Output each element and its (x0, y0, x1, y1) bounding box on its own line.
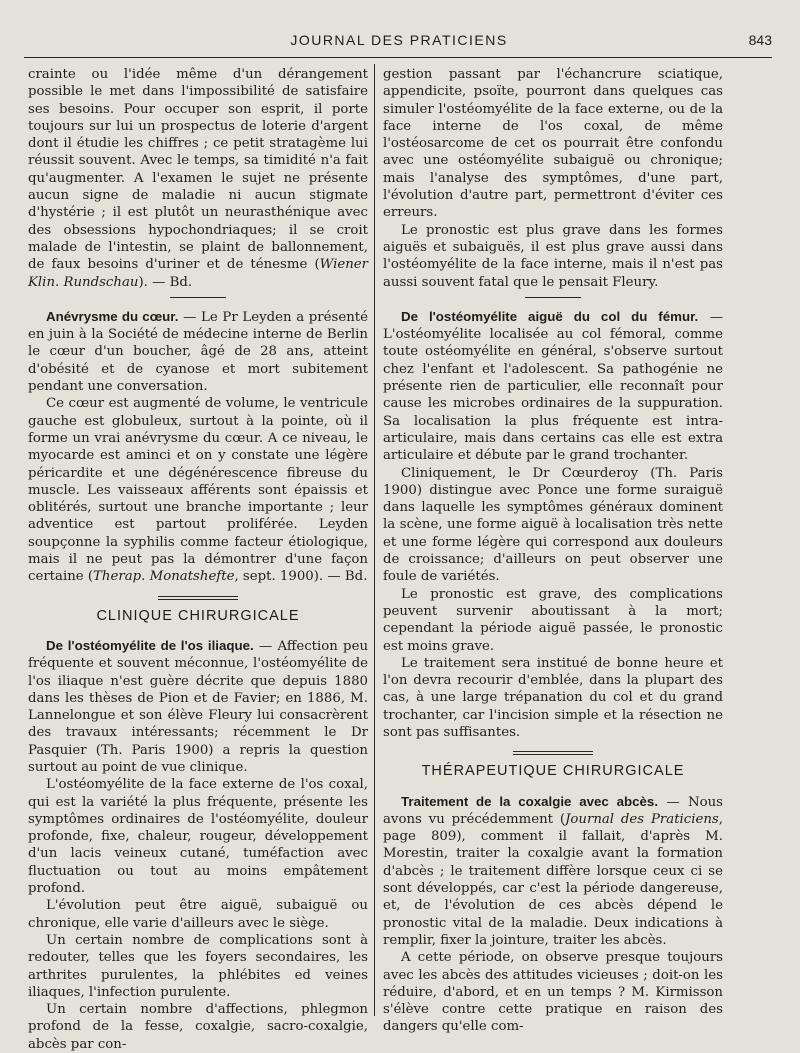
section-heading: THÉRAPEUTIQUE CHIRURGICALE (421, 763, 685, 780)
section-separator (513, 751, 593, 755)
header-rule (24, 57, 772, 58)
page-number: 843 (748, 32, 772, 48)
paragraph: Le pronostic est grave, des complications peuvent survenir aboutissant à la mort; cependant la période aiguë passée, le pronostic est moins grave. (383, 586, 723, 654)
column-divider (374, 64, 375, 1016)
article-title: Traitement de la coxalgie avec abcès. (401, 793, 659, 809)
left-column (28, 66, 368, 1053)
section-heading: CLINIQUE CHIRURGICALE (96, 607, 300, 624)
running-head (24, 32, 772, 50)
paragraph: Le pronostic est plus grave dans les formes aiguës et subaiguës, il est plus grave aussi dans l'ostéomyélite de la face interne, mais il n'est pas aussi souvent fatal que le pensait Fleury. (383, 222, 723, 290)
article-separator (525, 297, 581, 298)
paragraph: L'évolution peut être aiguë, subaiguë ou chronique, elle varie d'ailleurs avec le siège. (28, 898, 368, 931)
article-separator (170, 297, 226, 298)
paragraph: L'ostéomyélite de la face externe de l'os coxal, qui est la variété la plus fréquente, présente les symptômes ordinaires de l'ostéomyélite, douleur profonde, fixe, chaleur, rougeur, développement d'un lacis veineux cutané, tuméfaction avec fluctuation ou tout au moins empâtement profond. (28, 777, 368, 897)
article-coxalgia: Traitement de la coxalgie avec abcès. — Nous avons vu précédemment (Journal des Praticiens, page 809), comment il fallait, d'après M. Morestin, traiter la coxalgie avant la formation d'abcès ; le traitement diffère lorsque ceux ci se sont développés, car c'est la période dangereuse, et, de l'évolution de ces abcès dépend le pronostic vital de la maladie. Deux indications à remplir, fixer la jointure, traiter les abcès. (383, 793, 723, 948)
article-title: De l'ostéomyélite aiguë du col du fémur. (401, 308, 699, 324)
article-aneurysm: Anévrysme du cœur. — Le Pr Leyden a présenté en juin à la Société de médecine interne de Berlin le cœur d'un boucher, âgé de 28 ans, atteint d'obésité et de cyanose et mort subitement pendant une conversation. (28, 308, 368, 395)
article-iliac-osteomyelitis: De l'ostéomyélite de l'os iliaque. — Affection peu fréquente et souvent méconnue, l'ostéomyélite de l'os iliaque n'est guère décrite que depuis 1880 dans les thèses de Pion et de Favier; en 1886, M. Lannelongue et son élève Fleury lui consacrèrent des travaux intéressants; récemment le Dr Pasquier (Th. Paris 1900) a repris la question surtout au point de vue clinique. (28, 637, 369, 775)
journal-title: JOURNAL DES PRATICIENS (290, 32, 508, 48)
section-separator (158, 596, 238, 600)
citation: Journal des Praticiens (565, 811, 719, 827)
continued-paragraph: gestion passant par l'échancrure sciatique, appendicite, psoïte, pourront dans quelques cas simuler l'ostéomyélite de la face externe, ou de la face interne de l'os coxal, de même l'ostéosarcome de cet os pourrait être confondu avec une ostéomyélite subaiguë ou chronique; mais l'analyse des symptômes, d'une part, l'évolution d'autre part, permettront d'éviter ces erreurs. (383, 67, 723, 221)
paragraph: Cliniquement, le Dr Cœurderoy (Th. Paris 1900) distingue avec Ponce une forme suraiguë dans laquelle les symptômes généraux dominent la scène, une forme aiguë à localisation très nette et une forme légère qui correspond aux douleurs de croissance; d'ailleurs on peut observer une foule de variétés. (383, 465, 723, 585)
continued-paragraph: crainte ou l'idée même d'un dérangement possible le met dans l'impossibilité de satisfaire ses besoins. Pour occuper son esprit, il porte toujours sur lui un prospectus de loterie d'argent dont il étudie les chiffres ; ce petit stratagème lui réussit souvent. Avec le temps, sa timidité n'a fait qu'augmenter. A l'examen le sujet ne présente aucun signe de maladie ni aucun stigmate d'hystérie ; il est plutôt un neurasthénique avec des obsessions hypochondriaques; il se croit malade de l'intestin, se plaint de ballonnement, de faux besoins d'uriner et de ténesme (Wiener Klin. Rundschau). — Bd. (28, 67, 368, 290)
article-femoral-neck: De l'ostéomyélite aiguë du col du fémur. — L'ostéomyélite localisée au col fémoral, comme toute ostéomyélite en général, s'observe surtout chez l'enfant et l'adolescent. Sa pathogénie ne présente rien de particulier, elle reconnaît pour cause les microbes ordinaires de la suppuration. Sa localisation la plus fréquente est intra-articulaire, mais dans certains cas elle est extra articulaire et débute par le grand trochanter. (383, 308, 724, 464)
paragraph: Un certain nombre d'affections, phlegmon profond de la fesse, coxalgie, sacro-coxalgie, abcès par con- (28, 1002, 368, 1052)
right-column (383, 66, 723, 1036)
citation: Therap. Monatshefte (93, 569, 235, 585)
citation: Wiener Klin. Rundschau (28, 257, 368, 290)
article-title: Anévrysme du cœur. (46, 308, 179, 324)
paragraph: Ce cœur est augmenté de volume, le ventricule gauche est globuleux, surtout à la pointe, où il forme un vrai anévrysme du cœur. A ce niveau, le myocarde est aminci et on y constate une légère péricardite et une dégénérescence fibreuse du muscle. Les vaisseaux afférents sont épaissis et oblitérés, surtout une branche importante ; leur adventice est partout proliférée. Leyden soupçonne la syphilis comme facteur étiologique, mais il ne peut pas la démontrer d'une façon certaine (Therap. Monatshefte, sept. 1900). — Bd. (28, 396, 368, 585)
article-title: De l'ostéomyélite de l'os iliaque. (46, 637, 254, 653)
paragraph: A cette période, on observe presque toujours avec les abcès des attitudes vicieuses ; doit-on les réduire, d'abord, et en un temps ? M. Kirmisson s'élève contre cette pratique en raison des dangers qu'elle com- (383, 950, 723, 1035)
paragraph: Le traitement sera institué de bonne heure et l'on devra recourir d'emblée, dans la plupart des cas, à une large trépanation du col et du grand trochanter, car l'incision simple et la résection ne sont pas suffisantes. (383, 655, 723, 740)
paragraph: Un certain nombre de complications sont à redouter, telles que les foyers secondaires, les arthrites purulentes, la phlébites ed veines iliaques, l'infection purulente. (28, 932, 368, 1000)
